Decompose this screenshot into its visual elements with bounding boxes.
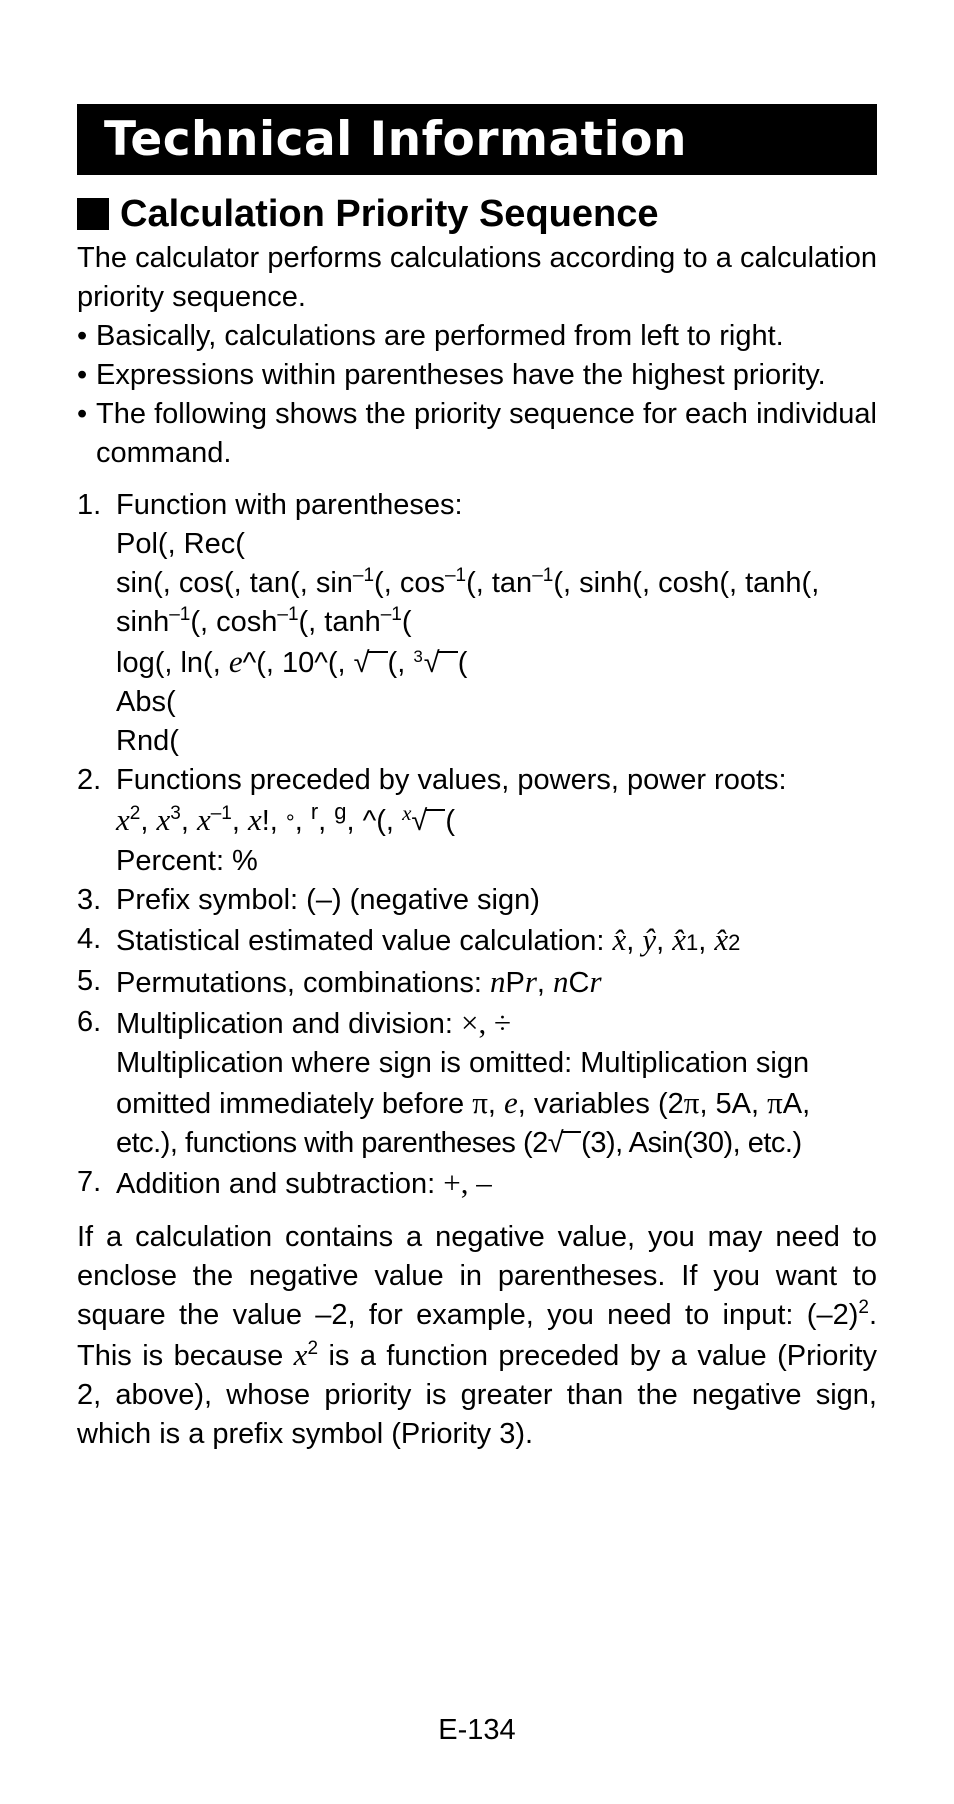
priority-item-2: 2. Functions preceded by values, powers, power roots: $x^2$, $x^3$, $x^{-1}$, x!, °, $^r$, $^g$, ^(, $^x$√ ( Percent: % — [77, 761, 877, 881]
bullet-item: • Basically, calculations are performed from left to right. — [77, 317, 877, 356]
page-title: Technical Information — [104, 112, 688, 167]
square-root-symbol: √ — [548, 1124, 581, 1163]
intro-paragraph: The calculator performs calculations according to a calculation priority sequence. — [77, 242, 877, 313]
square-root-symbol: √ — [354, 644, 388, 683]
x-root-symbol: √ — [411, 802, 445, 841]
square-bullet-icon — [77, 198, 109, 230]
priority-item-5: 5. Permutations, combinations: nPr, nCr — [77, 964, 602, 999]
log-functions: log(, ln(, e^(, 10^(, √ (, $^3$√ ( — [116, 642, 877, 683]
priority-item-4: 4. Statistical estimated value calculation: x̂, ŷ, x̂1, x̂2 — [77, 922, 741, 957]
priority-item-1: 1. Function with parentheses: Pol(, Rec( sin(, cos(, tan(, $\sin^{-1}$(, $\cos^{-1}$(, $\tan^{-1}$(, sinh(, cosh(, tanh(, $\sinh^{-1}$(, $\cosh^{-1}$(, $\tanh^{-1}$( log(, ln(, e^(, 10^(, √ (, $^3$√ ( Abs( Rnd( — [77, 486, 877, 761]
section-heading — [77, 189, 877, 239]
title-bar — [77, 104, 877, 175]
bullet-dot-icon: • — [77, 359, 88, 391]
closing-paragraph: If a calculation contains a negative value, you may need to enclose the negative value in parentheses. If you want to square the value –2, for example, you need to input: $(-2)^2$. This is because $x^2$ is a function preceded by a value (Priority 2, above), whose priority is greater than the negative sign, which is a prefix symbol (Priority 3). — [77, 1221, 878, 1450]
bullet-item: • The following shows the priority sequence for each individual command. — [77, 395, 877, 473]
priority-item-7: 7. Addition and subtraction: +, – — [77, 1165, 492, 1200]
priority-list — [77, 486, 877, 1204]
section-title: Calculation Priority Sequence — [120, 192, 659, 235]
bullet-dot-icon: • — [77, 398, 88, 430]
trig-functions: sin(, cos(, tan(, $\sin^{-1}$(, $\cos^{-1}$(, $\tan^{-1}$(, sinh(, cosh(, tanh(, — [116, 565, 820, 599]
bullet-list — [77, 317, 877, 473]
priority-item-3: 3. Prefix symbol: (–) (negative sign) — [77, 884, 540, 916]
page-number: E-134 — [438, 1714, 516, 1746]
bullet-item: • Expressions within parentheses have the highest priority. — [77, 356, 877, 395]
cube-root-symbol: √ — [424, 644, 458, 683]
manual-page — [77, 104, 877, 1454]
hyperbolic-functions: $\sinh^{-1}$(, $\cosh^{-1}$(, $\tanh^{-1}$( — [116, 604, 412, 638]
bullet-dot-icon: • — [77, 320, 88, 352]
priority-item-6: 6. Multiplication and division: ×, ÷ Multiplication where sign is omitted: Multiplication sign omitted immediately before π, e, variables (2π, 5A, πA, etc.), functions with parentheses (2√ (3), Asin(30), etc.) — [77, 1003, 877, 1163]
power-functions: $x^2$, $x^3$, $x^{-1}$, x!, °, $^r$, $^g$, ^(, $^x$√ ( — [116, 800, 877, 842]
